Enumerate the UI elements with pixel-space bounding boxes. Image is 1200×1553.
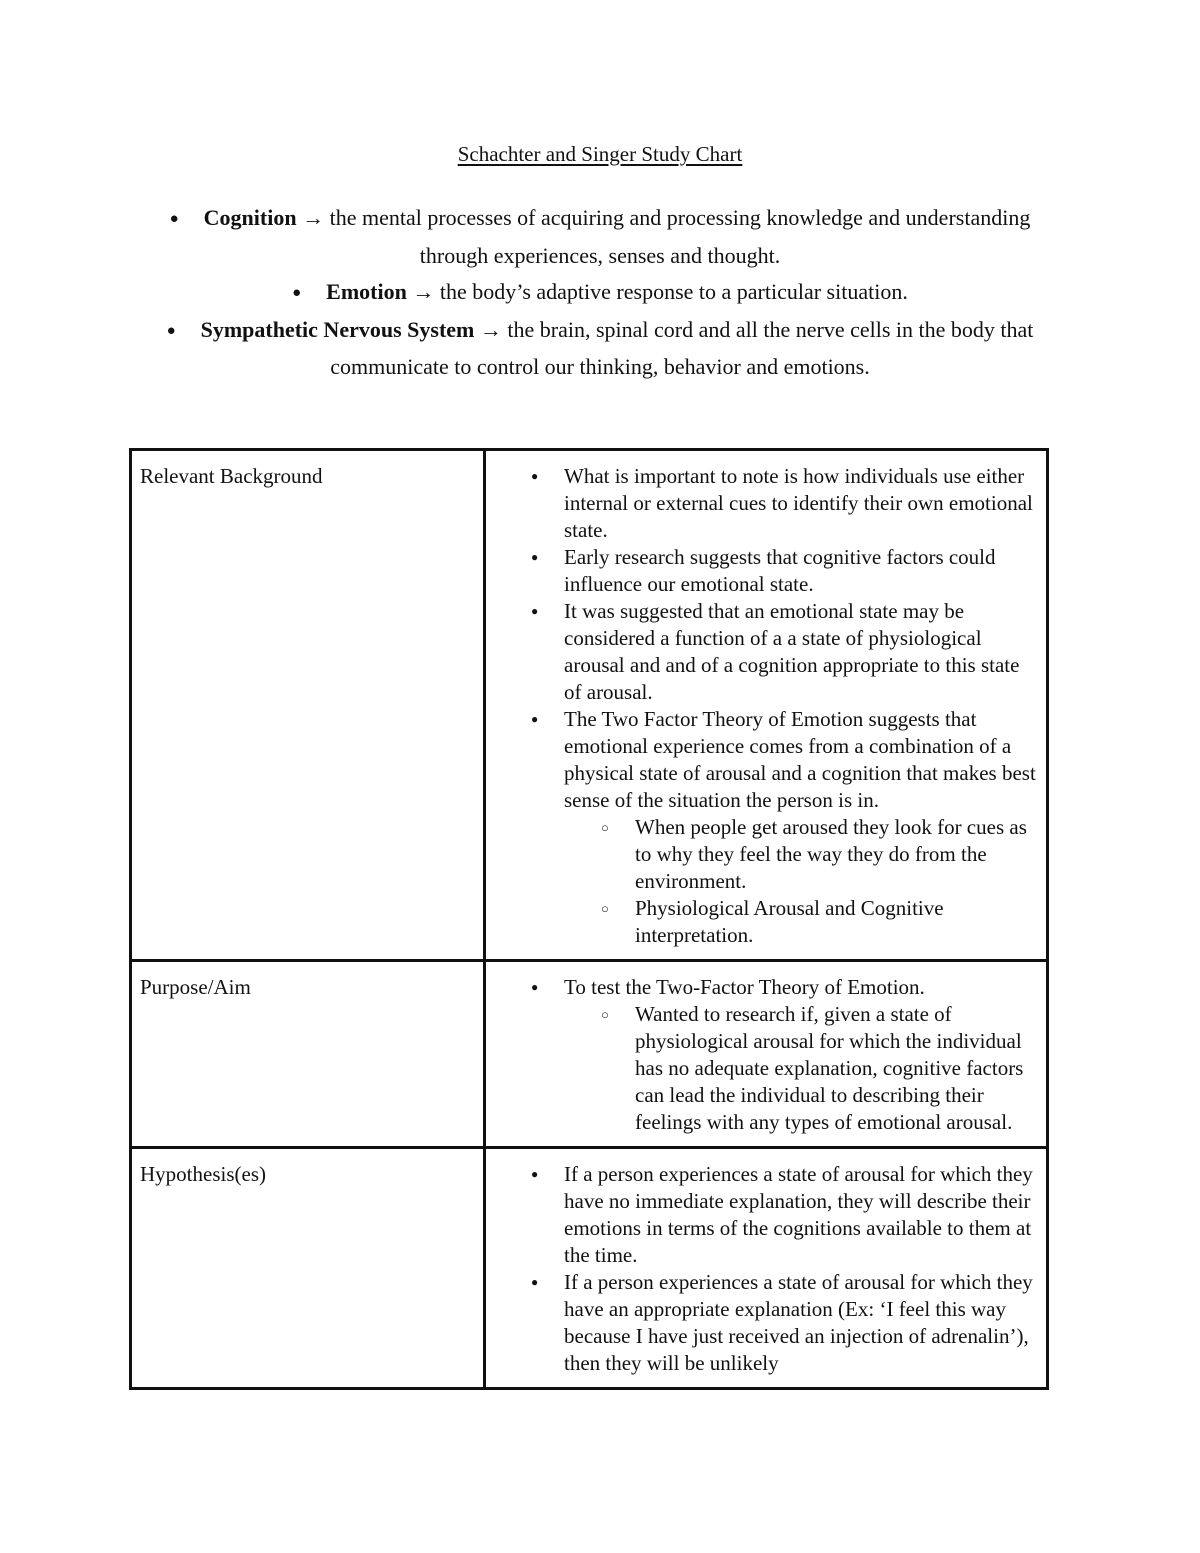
arrow-icon: → xyxy=(479,316,502,342)
row-label-cell xyxy=(131,450,485,961)
table-row xyxy=(131,1148,1048,1389)
row-content-cell xyxy=(485,961,1048,1148)
list-item: ● It was suggested that an emotional state may be considered a function of a a state of physiological arousal and and of a cognition appropriate to this state of arousal. xyxy=(564,598,1038,706)
row-label: Relevant Background xyxy=(140,464,323,488)
sub-list-item: ○ When people get aroused they look for cues as to why they feel the way they do from the environment. xyxy=(635,814,1038,895)
definition-term: Cognition xyxy=(203,205,297,230)
row-content-cell xyxy=(485,1148,1048,1389)
definition-item xyxy=(150,200,1050,274)
row-label: Hypothesis(es) xyxy=(140,1162,266,1186)
definition-term: Sympathetic Nervous System xyxy=(200,316,475,342)
bullet-icon: ● xyxy=(292,285,302,301)
bullet-icon: ● xyxy=(166,322,176,339)
row-content-cell xyxy=(485,450,1048,961)
definition-term: Emotion xyxy=(326,279,407,304)
definition-text: the mental processes of acquiring and processing knowledge and understanding through experiences, senses and thought. xyxy=(329,205,1031,268)
sub-bullet-list xyxy=(564,814,1038,949)
list-item: ● Early research suggests that cognitive factors could influence our emotional state. xyxy=(564,544,1038,598)
arrow-icon: → xyxy=(302,205,325,230)
definition-item xyxy=(150,312,1050,386)
row-label-cell xyxy=(131,1148,485,1389)
sub-bullet-list xyxy=(564,1001,1038,1136)
definition-text: the body’s adaptive response to a particular situation. xyxy=(439,279,908,304)
sub-list-item: ○ Physiological Arousal and Cognitive interpretation. xyxy=(635,895,1038,949)
definitions-list xyxy=(150,200,1050,386)
sub-list-item: ○ Wanted to research if, given a state of physiological arousal for which the individual has no adequate explanation, cognitive factors can lead the individual to describing their feelings with any types of emotional arousal. xyxy=(635,1001,1038,1136)
bullet-list xyxy=(494,974,1038,1136)
row-label-cell xyxy=(131,961,485,1148)
list-item xyxy=(564,974,1038,1136)
arrow-icon: → xyxy=(412,279,435,304)
page-title: Schachter and Singer Study Chart xyxy=(457,142,743,166)
definition-text: the brain, spinal cord and all the nerve cells in the body that communicate to control our thinking, behavior and emotions. xyxy=(330,316,1034,379)
list-item: ● If a person experiences a state of arousal for which they have no immediate explanation, they will describe their emotions in terms of the cognitions available to them at the time. xyxy=(564,1161,1038,1269)
row-label: Purpose/Aim xyxy=(140,975,251,999)
list-item: ● What is important to note is how individuals use either internal or external cues to identify their own emotional state. xyxy=(564,463,1038,544)
list-item: ● If a person experiences a state of arousal for which they have an appropriate explanation (Ex: ‘I feel this way because I have just received an injection of adrenalin’), then they will be unlikely xyxy=(564,1269,1038,1377)
bullet-list xyxy=(494,463,1038,949)
table-row xyxy=(131,961,1048,1148)
table-row xyxy=(131,450,1048,961)
list-item-text: The Two Factor Theory of Emotion suggests that emotional experience comes from a combination of a physical state of arousal and a cognition that makes best sense of the situation the person is in. xyxy=(564,707,1036,812)
definition-item xyxy=(150,274,1050,312)
list-item xyxy=(564,706,1038,949)
list-item-text: To test the Two-Factor Theory of Emotion. xyxy=(564,975,925,999)
study-chart-table xyxy=(129,448,1049,1390)
bullet-icon: ● xyxy=(169,211,179,227)
bullet-list xyxy=(494,1161,1038,1377)
